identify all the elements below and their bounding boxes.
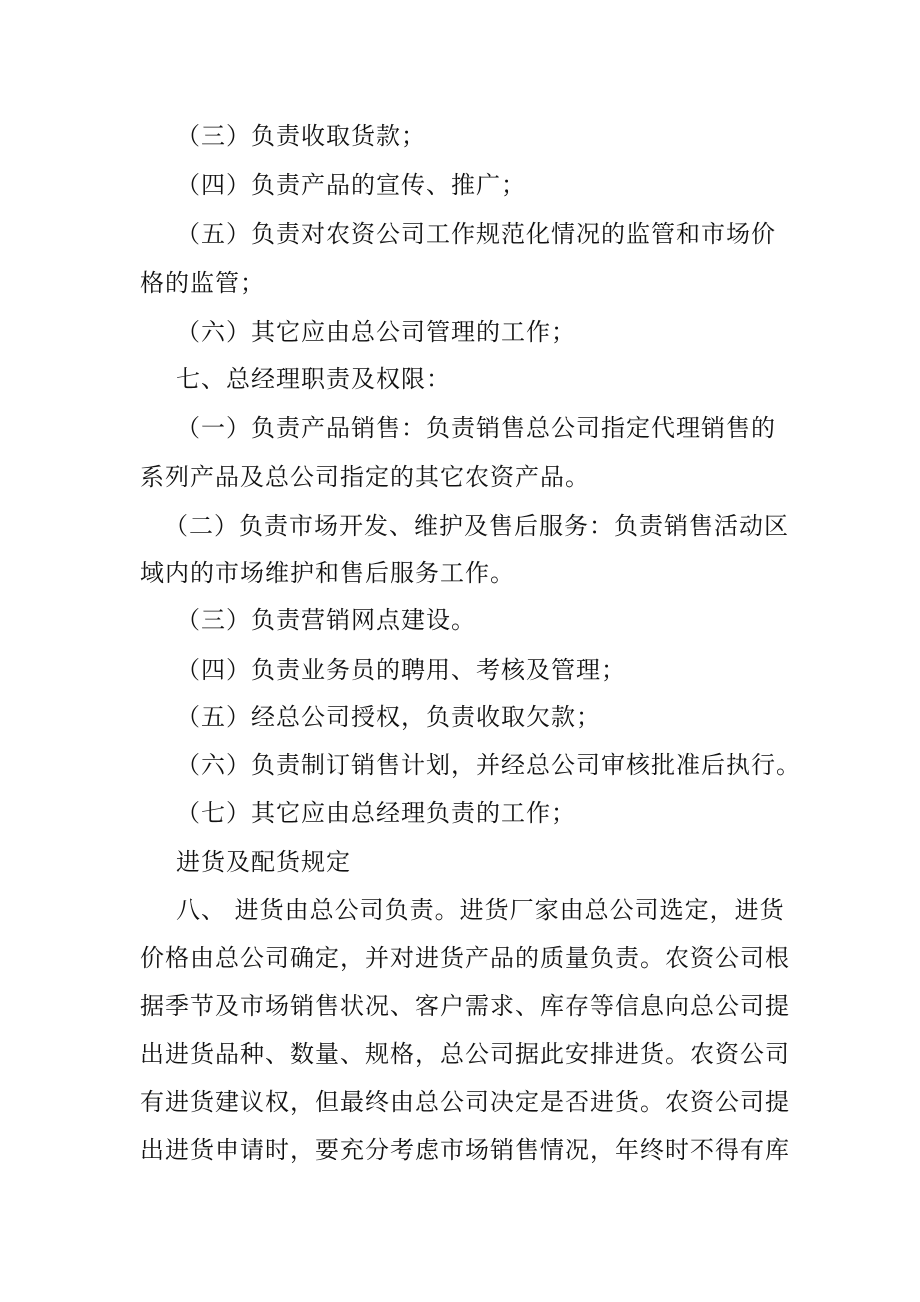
text-line-21: 有进货建议权，但最终由总公司决定是否进货。农资公司提 xyxy=(140,1088,790,1116)
text-line-8: 系列产品及总公司指定的其它农资产品。 xyxy=(140,463,590,491)
text-line-9: （二）负责市场开发、维护及售后服务：负责销售活动区 xyxy=(164,512,789,540)
text-line-7: （一）负责产品销售：负责销售总公司指定代理销售的 xyxy=(176,414,776,442)
text-line-3: （五）负责对农资公司工作规范化情况的监管和市场价 xyxy=(176,220,776,248)
text-line-19: 据季节及市场销售状况、客户需求、库存等信息向总公司提 xyxy=(140,992,790,1020)
text-line-13: （五）经总公司授权，负责收取欠款； xyxy=(176,703,601,731)
text-line-6: 七、总经理职责及权限： xyxy=(176,365,451,393)
text-line-4: 格的监管； xyxy=(140,269,265,297)
text-line-5: （六）其它应由总公司管理的工作； xyxy=(176,318,576,346)
text-line-16: 进货及配货规定 xyxy=(176,848,351,876)
text-line-15: （七）其它应由总经理负责的工作； xyxy=(176,799,576,827)
text-line-2: （四）负责产品的宣传、推广； xyxy=(176,171,526,199)
text-line-12: （四）负责业务员的聘用、考核及管理； xyxy=(176,656,626,684)
text-line-14: （六）负责制订销售计划，并经总公司审核批准后执行。 xyxy=(176,751,801,779)
text-line-22: 出进货申请时，要充分考虑市场销售情况，年终时不得有库 xyxy=(140,1136,790,1164)
text-line-11: （三）负责营销网点建设。 xyxy=(176,606,476,634)
text-line-1: （三）负责收取货款； xyxy=(176,122,426,150)
text-line-10: 域内的市场维护和售后服务工作。 xyxy=(140,559,515,587)
text-line-18: 价格由总公司确定，并对进货产品的质量负责。农资公司根 xyxy=(140,944,790,972)
text-line-17: 八、 进货由总公司负责。进货厂家由总公司选定，进货 xyxy=(176,896,785,924)
text-line-20: 出进货品种、数量、规格，总公司据此安排进货。农资公司 xyxy=(140,1040,790,1068)
